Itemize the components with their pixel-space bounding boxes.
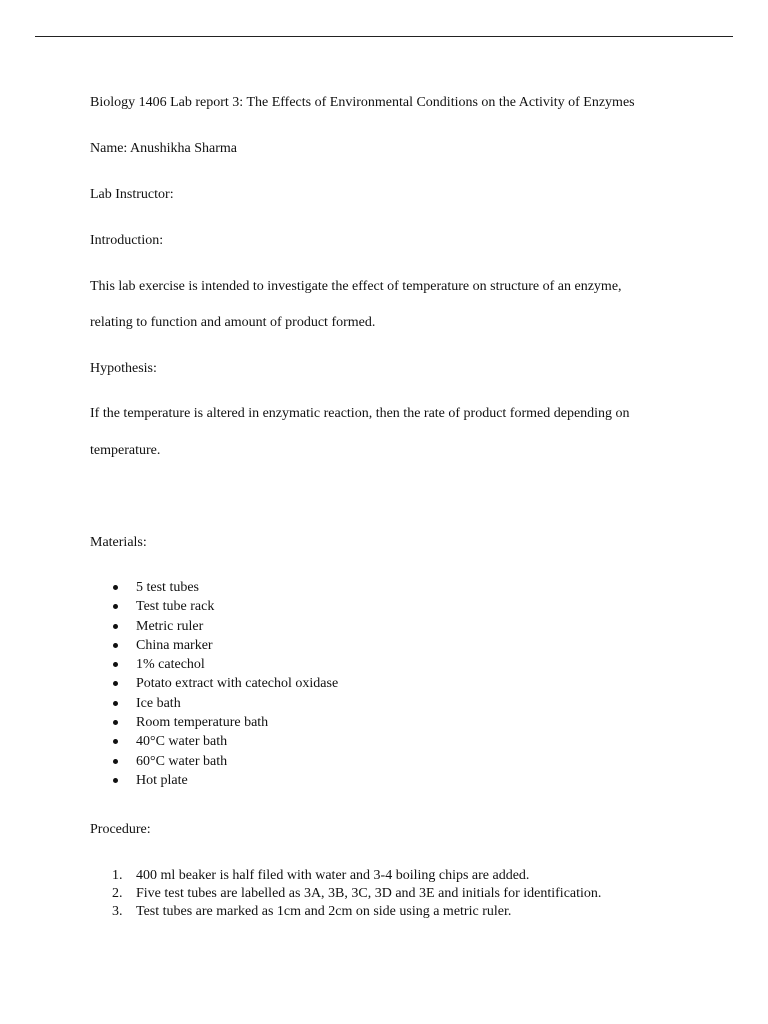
bullet-icon [113,643,118,648]
materials-item-label: Room temperature bath [136,715,269,731]
bullet-icon [113,778,118,783]
procedure-step [90,885,601,903]
introduction-heading: Introduction: [90,233,164,248]
procedure-step-text: Five test tubes are labelled as 3A, 3B, 3C, 3D and 3E and initials for identification. [136,886,602,901]
introduction-text-line2: relating to function and amount of product formed. [90,315,376,330]
bullet-icon [113,585,118,590]
procedure-step [90,903,601,921]
materials-item-label: 60°C water bath [136,753,228,769]
materials-heading: Materials: [90,535,147,550]
materials-item-label: China marker [136,637,213,653]
bullet-icon [113,624,118,629]
procedure-step-number: 2. [112,886,123,901]
student-name: Name: Anushikha Sharma [90,141,237,156]
materials-item [90,617,338,636]
materials-item [90,578,338,597]
procedure-step-number: 1. [112,868,123,883]
materials-item [90,732,338,751]
materials-item-label: 5 test tubes [136,580,199,595]
bullet-icon [113,720,118,725]
materials-item [90,694,338,713]
lab-instructor: Lab Instructor: [90,187,174,202]
bullet-icon [113,701,118,706]
materials-item [90,674,338,693]
report-title: Biology 1406 Lab report 3: The Effects of Environmental Conditions on the Activity of Enzymes [90,95,635,110]
materials-item-label: Hot plate [136,772,188,788]
materials-item-label: Ice bath [136,695,181,711]
materials-item-label: Potato extract with catechol oxidase [136,676,339,692]
materials-item-label: 40°C water bath [136,734,228,750]
bullet-icon [113,739,118,744]
materials-item [90,636,338,655]
procedure-list [90,867,601,921]
bullet-icon [113,759,118,764]
procedure-step-text: Test tubes are marked as 1cm and 2cm on side using a metric ruler. [136,904,512,919]
introduction-text-line1: This lab exercise is intended to investigate the effect of temperature on structure of an enzyme, [90,279,622,294]
hypothesis-heading: Hypothesis: [90,361,157,376]
procedure-step-text: 400 ml beaker is half filed with water and 3-4 boiling chips are added. [136,868,530,883]
hypothesis-text-line2: temperature. [90,443,161,458]
hypothesis-text-line1: If the temperature is altered in enzymatic reaction, then the rate of product formed depending on [90,406,630,421]
bullet-icon [113,604,118,609]
header-rule [35,36,733,37]
materials-item [90,655,338,674]
materials-list [90,578,338,790]
materials-item [90,752,338,771]
procedure-step [90,867,601,885]
bullet-icon [113,681,118,686]
bullet-icon [113,662,118,667]
materials-item [90,713,338,732]
procedure-step-number: 3. [112,904,123,919]
procedure-heading: Procedure: [90,822,151,837]
materials-item-label: 1% catechol [136,657,205,673]
materials-item-label: Metric ruler [136,618,204,634]
materials-item [90,597,338,616]
materials-item-label: Test tube rack [136,599,215,615]
materials-item [90,771,338,790]
